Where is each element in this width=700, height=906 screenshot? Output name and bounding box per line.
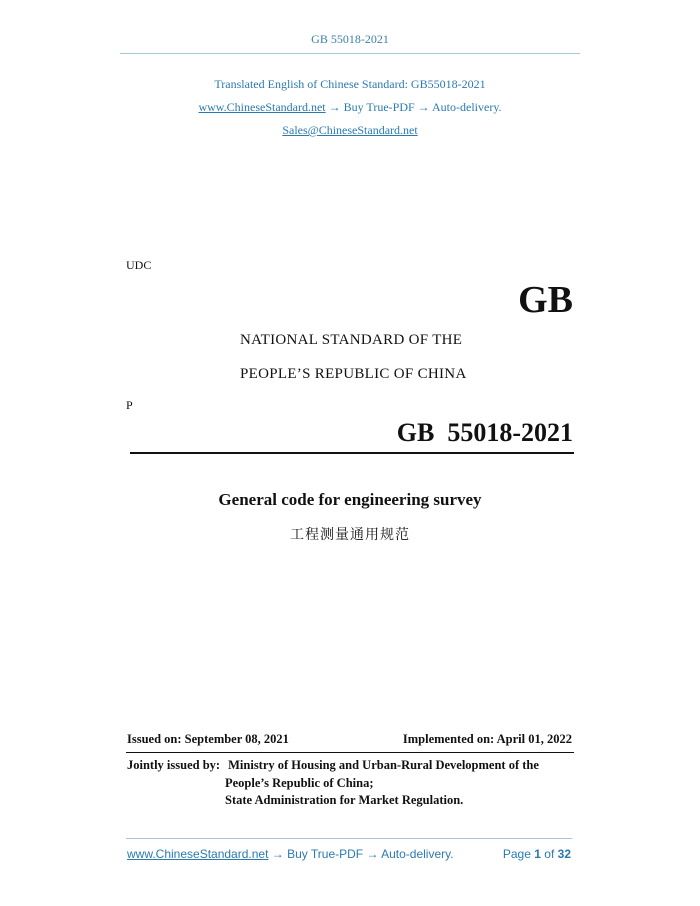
- page-indicator: [503, 847, 571, 861]
- title-english: General code for engineering survey: [218, 490, 482, 509]
- page-of: of: [544, 847, 555, 861]
- email-link[interactable]: Sales@ChineseStandard.net: [282, 123, 418, 137]
- footer: [127, 847, 571, 861]
- issuers-label: Jointly issued by:: [127, 758, 221, 772]
- implemented-date: Implemented on: April 01, 2022: [402, 732, 572, 746]
- p-label: P: [126, 398, 133, 412]
- standard-number: GB 55018-2021: [396, 418, 573, 447]
- issuer-line-2: People’s Republic of China;: [225, 775, 374, 790]
- page-current: 1: [534, 847, 541, 861]
- footer-divider: [126, 838, 572, 839]
- title-chinese: 工程测量通用规范: [290, 527, 410, 543]
- issuer-line-1: Ministry of Housing and Urban-Rural Development of the: [225, 758, 539, 772]
- issued-date: Issued on: September 08, 2021: [127, 732, 289, 746]
- dates-divider: [126, 752, 574, 753]
- standard-number-rule: [130, 452, 574, 454]
- header-divider: [120, 53, 580, 54]
- running-header: GB 55018-2021: [311, 32, 389, 46]
- national-standard-line2: PEOPLE’S REPUBLIC OF CHINA: [240, 366, 467, 382]
- email-line: [0, 123, 700, 138]
- footer-website-link[interactable]: www.ChineseStandard.net: [127, 847, 269, 861]
- issuer-line-3: State Administration for Market Regulation.: [225, 793, 464, 807]
- buy-text: → Buy True-PDF → Auto-delivery.: [325, 100, 502, 114]
- page-total: 32: [557, 847, 571, 861]
- gb-mark: GB: [518, 279, 573, 321]
- website-link[interactable]: www.ChineseStandard.net: [198, 100, 326, 114]
- page-word: Page: [502, 847, 531, 861]
- national-standard-line1: NATIONAL STANDARD OF THE: [240, 332, 463, 348]
- issuers-block: [127, 757, 539, 810]
- udc-label: UDC: [126, 258, 152, 272]
- promo-line: [0, 100, 700, 115]
- translation-notice: Translated English of Chinese Standard: GB55018-2021: [214, 77, 486, 91]
- footer-buy-text: → Buy True-PDF → Auto-delivery.: [268, 847, 454, 861]
